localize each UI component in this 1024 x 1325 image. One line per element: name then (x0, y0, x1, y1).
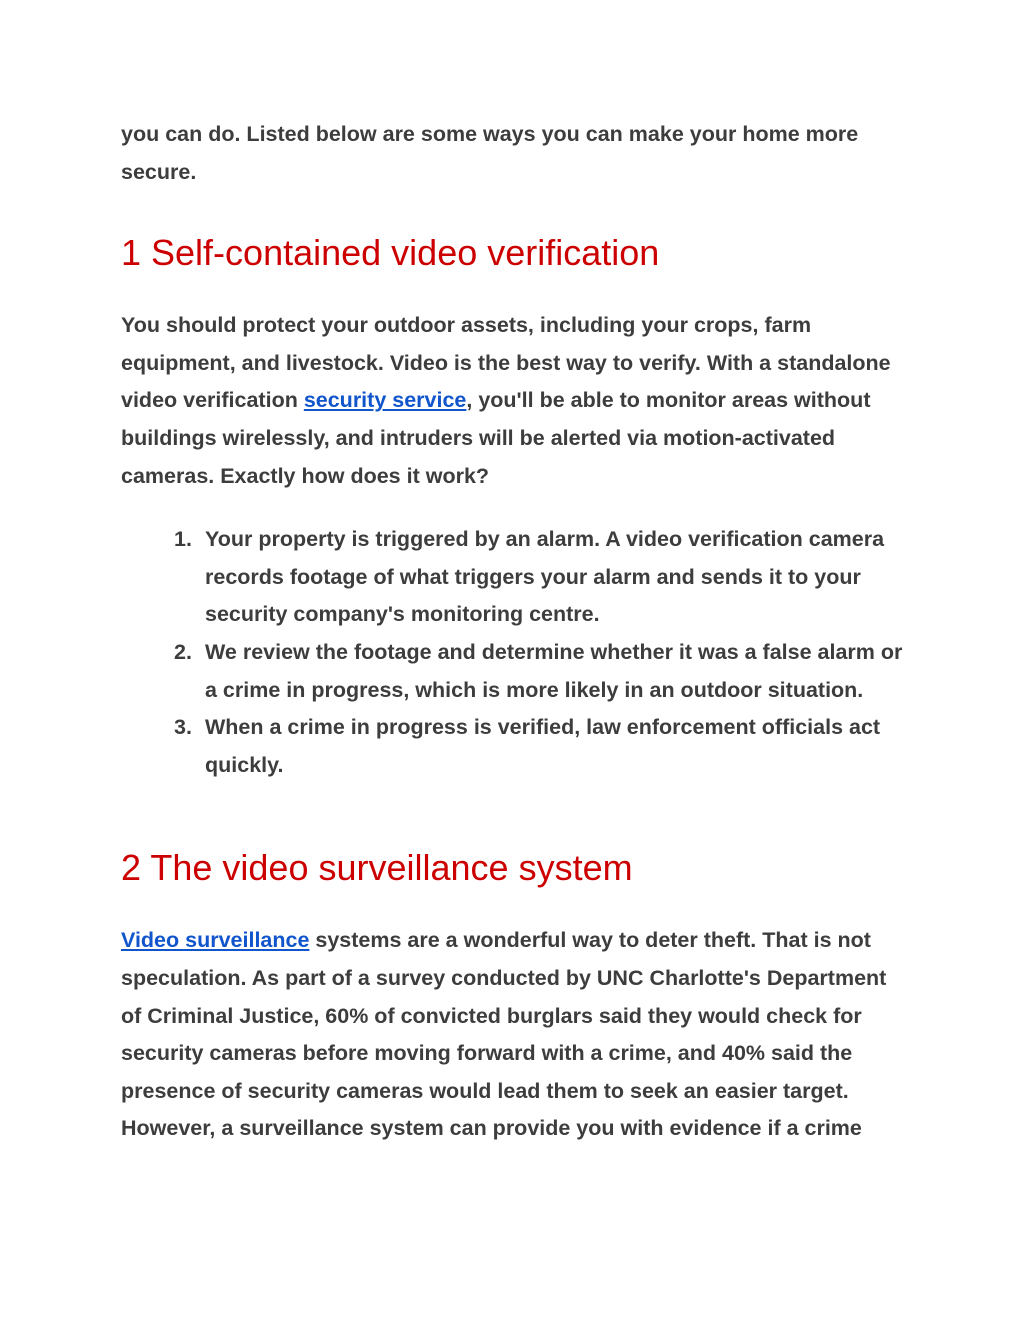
verification-steps-list (121, 521, 911, 784)
section-2-heading: 2 The video surveillance system (121, 847, 633, 889)
list-item-text: Your property is triggered by an alarm. A video verification camera records footage of what triggers your alarm and sends it to your security company's monitoring centre. (205, 527, 885, 627)
section-1-text-after-link: , you'll be able to monitor areas without buildings wirelessly, and intruders will be alerted via motion-activated cameras. Exactly how does it work? (121, 388, 871, 488)
document-page (121, 116, 911, 1148)
security-service-link[interactable]: security service (303, 388, 467, 413)
list-item (121, 634, 911, 709)
video-surveillance-link[interactable]: Video surveillance (121, 928, 310, 953)
list-item-number: 3. (174, 715, 192, 740)
list-item-text: When a crime in progress is verified, law enforcement officials act quickly. (205, 715, 881, 777)
list-item-number: 1. (174, 527, 192, 552)
section-2-text-after-link: systems are a wonderful way to deter theft. That is not speculation. As part of a survey conducted by UNC Charlotte's Department of Criminal Justice, 60% of convicted burglars said they would check for security cameras before moving forward with a crime, and 40% said the presence of security cameras would lead them to seek an easier target. However, a surveillance system can provide you with evidence if a crime (121, 928, 887, 1141)
section-1-paragraph (121, 307, 911, 495)
list-item (121, 709, 911, 784)
section-1-text-before-link: You should protect your outdoor assets, including your crops, farm equipment, and livestock. Video is the best way to verify. With a standalone video verification (121, 313, 891, 413)
section-2-paragraph (121, 922, 911, 1148)
intro-paragraph: you can do. Listed below are some ways you can make your home more secure. (121, 122, 859, 184)
section-1-heading: 1 Self-contained video verification (121, 232, 660, 274)
list-item-number: 2. (174, 639, 192, 664)
list-item-text: We review the footage and determine whether it was a false alarm or a crime in progress, which is more likely in an outdoor situation. (205, 639, 903, 702)
list-item (121, 521, 911, 634)
